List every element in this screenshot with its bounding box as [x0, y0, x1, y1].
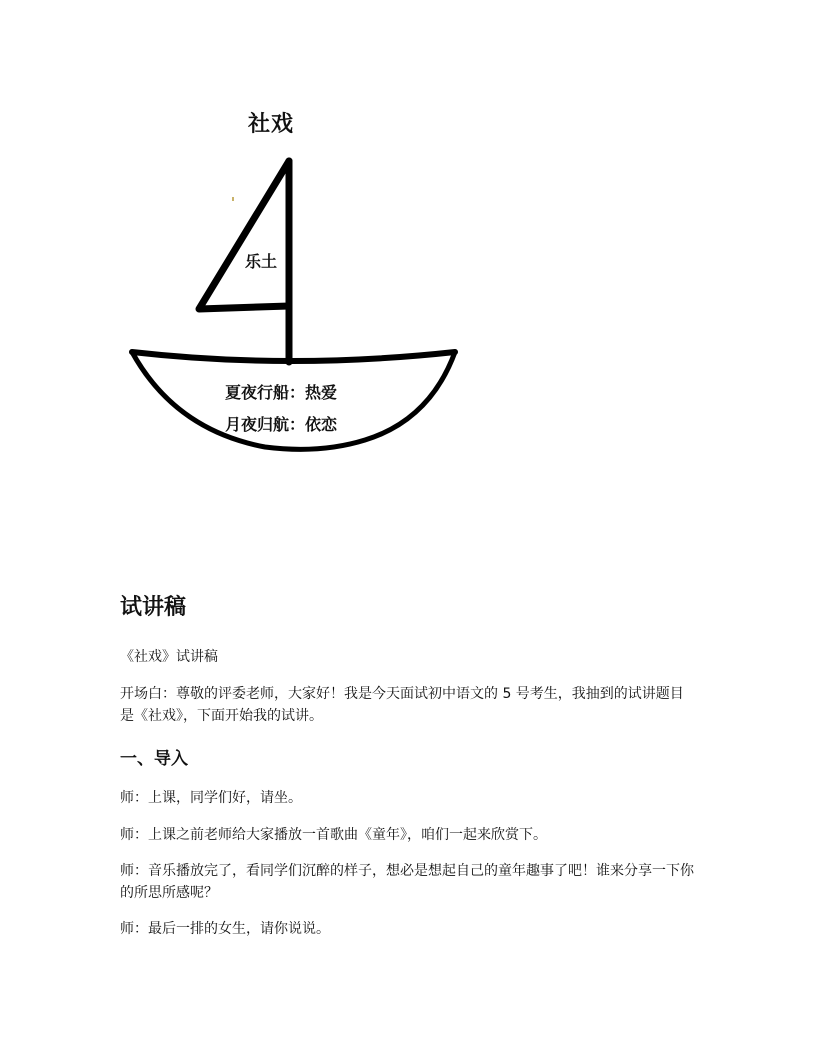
subheading-intro: 一、导入 — [120, 749, 188, 769]
paragraph-2: 师：上课之前老师给大家播放一首歌曲《童年》，咱们一起来欣赏下。 — [120, 827, 547, 843]
sail-outline — [199, 161, 289, 309]
paragraph-3: 师：音乐播放完了，看同学们沉醉的样子，想必是想起自己的童年趣事了吧！谁来分享一下你的所思所感呢？ — [120, 863, 694, 901]
boat-diagram — [0, 0, 816, 480]
speck — [232, 197, 234, 201]
paragraph-1: 师：上课，同学们好，请坐。 — [120, 790, 302, 806]
hull-top — [132, 352, 455, 361]
paragraph-4: 师：最后一排的女生，请你说说。 — [120, 921, 330, 937]
boat-drawing — [0, 0, 816, 480]
section-heading: 试讲稿 — [120, 595, 187, 620]
doc-title: 《社戏》试讲稿 — [120, 649, 218, 665]
hull-label-summer: 夏夜行船：热爱 — [225, 383, 338, 402]
hull-label-moon: 月夜归航：依恋 — [225, 415, 338, 434]
diagram-title: 社戏 — [248, 111, 295, 137]
sail-label: 乐土 — [245, 252, 278, 271]
opening-paragraph: 开场白：尊敬的评委老师，大家好！我是今天面试初中语文的 5 号考生，我抽到的试讲题目是《社戏》，下面开始我的试讲。 — [120, 686, 684, 724]
